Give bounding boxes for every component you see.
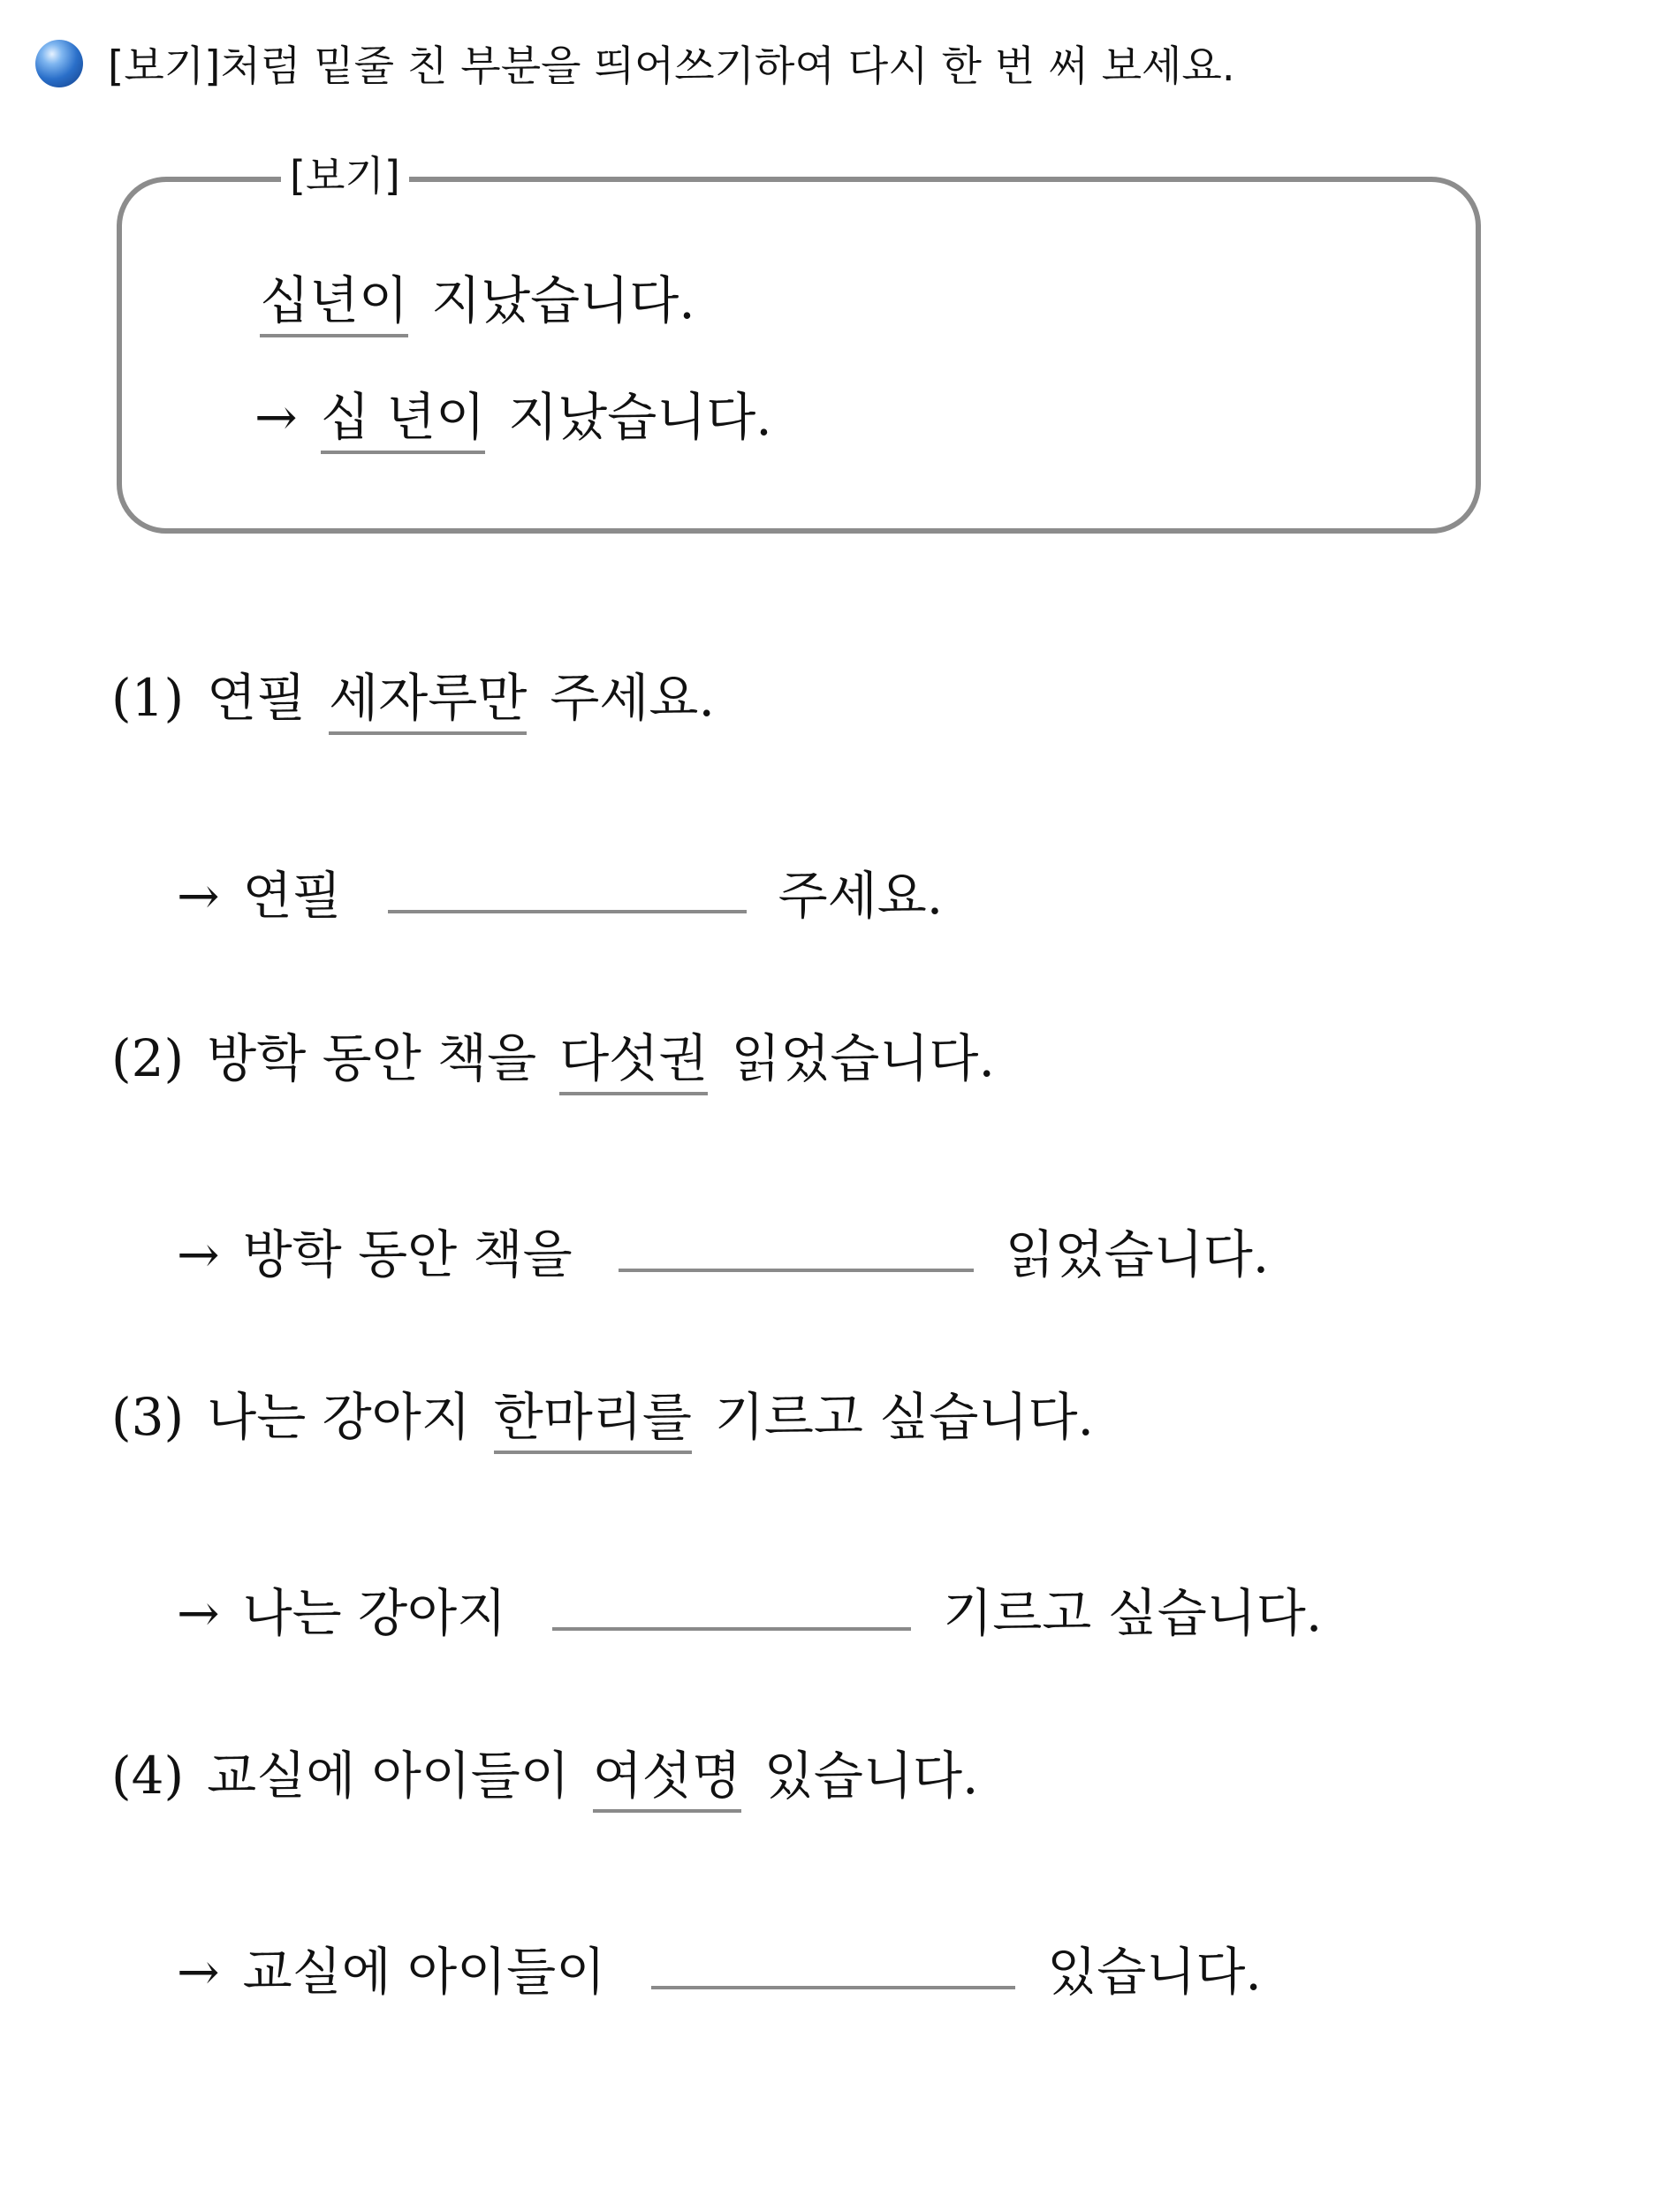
question-number: (4) xyxy=(111,1746,185,1806)
answer-before: 연필 xyxy=(242,866,342,926)
arrow-icon: → xyxy=(177,866,220,926)
question-before: 나는 강아지 xyxy=(207,1387,471,1447)
arrow-icon: → xyxy=(177,1224,220,1284)
example-label: [보기] xyxy=(281,145,409,207)
answer-after: 있습니다. xyxy=(1047,1942,1262,2002)
example-line-1 xyxy=(260,267,695,334)
question-after: 있습니다. xyxy=(763,1746,979,1806)
answer-before: 방학 동안 책을 xyxy=(242,1224,573,1284)
example-line-2 xyxy=(254,383,772,451)
example-underlined-1: 십년이 xyxy=(260,270,408,337)
question-number: (1) xyxy=(111,668,185,728)
instruction xyxy=(35,34,1235,93)
answer-3 xyxy=(177,1574,1322,1647)
answer-blank-2[interactable] xyxy=(619,1216,974,1272)
question-number: (2) xyxy=(111,1028,185,1088)
question-after: 읽었습니다. xyxy=(731,1028,995,1088)
answer-4 xyxy=(177,1933,1262,2005)
question-3 xyxy=(111,1383,1094,1451)
question-2 xyxy=(111,1025,995,1092)
question-after: 주세요. xyxy=(550,668,715,728)
question-underlined: 한마리를 xyxy=(494,1387,692,1454)
arrow-icon: → xyxy=(177,1942,220,2002)
question-1 xyxy=(111,664,715,731)
example-box xyxy=(117,152,1481,534)
example-rest-2: 지났습니다. xyxy=(508,387,772,447)
answer-1 xyxy=(177,857,943,929)
answer-blank-3[interactable] xyxy=(552,1574,911,1631)
question-underlined: 여섯명 xyxy=(593,1746,741,1813)
instruction-text: [보기]처럼 밑줄 친 부분을 띄어쓰기하여 다시 한 번 써 보세요. xyxy=(108,42,1235,91)
answer-blank-4[interactable] xyxy=(651,1933,1015,1989)
question-underlined: 다섯권 xyxy=(559,1028,708,1095)
question-4 xyxy=(111,1742,978,1809)
question-before: 연필 xyxy=(207,668,307,728)
arrow-icon: → xyxy=(177,1583,220,1643)
question-after: 기르고 싶습니다. xyxy=(714,1387,1094,1447)
answer-blank-1[interactable] xyxy=(388,857,747,913)
answer-before: 나는 강아지 xyxy=(242,1583,507,1643)
answer-after: 읽었습니다. xyxy=(1005,1224,1270,1284)
question-number: (3) xyxy=(111,1387,185,1447)
answer-after: 기르고 싶습니다. xyxy=(943,1583,1323,1643)
question-before: 방학 동안 책을 xyxy=(207,1028,537,1088)
question-underlined: 세자루만 xyxy=(329,668,527,735)
answer-2 xyxy=(177,1216,1269,1288)
example-underlined-2: 십 년이 xyxy=(321,387,486,454)
answer-before: 교실에 아이들이 xyxy=(242,1942,606,2002)
example-rest-1: 지났습니다. xyxy=(431,270,695,330)
question-before: 교실에 아이들이 xyxy=(207,1746,570,1806)
answer-after: 주세요. xyxy=(778,866,944,926)
arrow-icon: → xyxy=(254,387,298,447)
bullet-icon xyxy=(35,40,83,87)
